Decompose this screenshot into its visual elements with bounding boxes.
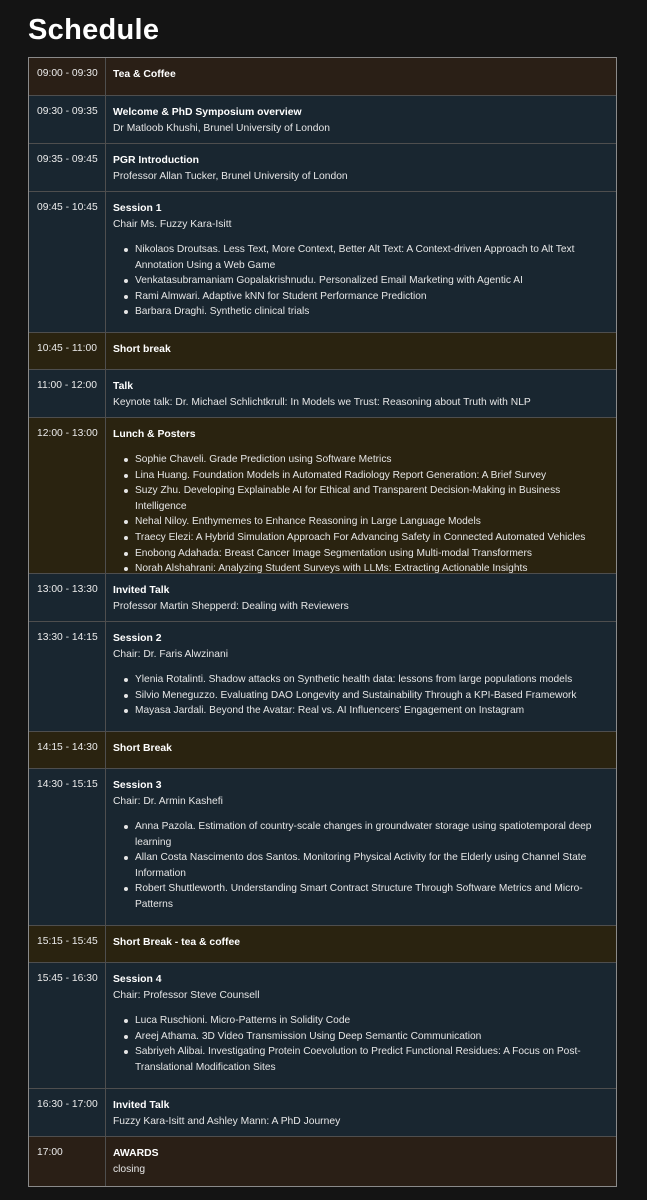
time-slot: 11:00 - 12:00 [29,370,106,417]
row-content [106,418,616,573]
event-title: Lunch & Posters [113,429,196,440]
schedule-row [29,621,616,731]
time-slot: 14:30 - 15:15 [29,769,106,925]
event-subtitle: Professor Martin Shepperd: Dealing with Reviewers [113,601,349,612]
row-content [106,963,616,1088]
talk-list [113,443,616,577]
list-item: Ylenia Rotalinti. Shadow attacks on Synthetic health data: lessons from large populations models [135,672,616,688]
time-slot: 14:15 - 14:30 [29,732,106,768]
event-title: Short break [113,344,171,355]
row-content [106,58,616,95]
list-item: Norah Alshahrani: Analyzing Student Surveys with LLMs: Extracting Actionable Insights [135,561,616,577]
talk-list [113,663,616,719]
event-title: Session 4 [113,974,162,985]
row-content [106,732,616,768]
list-item: Robert Shuttleworth. Understanding Smart Contract Structure Through Software Metrics and Micro-Patterns [135,881,616,912]
list-item: Lina Huang. Foundation Models in Automated Radiology Report Generation: A Brief Survey [135,468,616,484]
schedule-row [29,731,616,768]
list-item: Traecy Elezi: A Hybrid Simulation Approach For Advancing Safety in Connected Automated Vehicles [135,530,616,546]
schedule-row [29,95,616,143]
time-slot: 16:30 - 17:00 [29,1089,106,1136]
list-item: Sabriyeh Alibai. Investigating Protein Coevolution to Predict Functional Residues: A Focus on Post-Translational Modification Sites [135,1044,616,1075]
time-slot: 15:15 - 15:45 [29,926,106,962]
schedule-row [29,332,616,369]
event-title: AWARDS [113,1148,159,1159]
row-content [106,370,616,417]
list-item: Luca Ruschioni. Micro-Patterns in Solidity Code [135,1013,616,1029]
event-title: Short Break [113,743,172,754]
event-title: Short Break - tea & coffee [113,937,241,948]
time-slot: 13:30 - 14:15 [29,622,106,731]
row-content [106,926,616,962]
event-title: Welcome & PhD Symposium overview [113,107,302,118]
schedule-row [29,58,616,95]
event-title: Tea & Coffee [113,69,176,80]
time-slot: 12:00 - 13:00 [29,418,106,573]
list-item: Mayasa Jardali. Beyond the Avatar: Real vs. AI Influencers' Engagement on Instagram [135,703,616,719]
event-title: Session 2 [113,633,162,644]
list-item: Nehal Niloy. Enthymemes to Enhance Reasoning in Large Language Models [135,514,616,530]
row-content [106,1137,616,1186]
schedule-row [29,1136,616,1186]
time-slot: 09:00 - 09:30 [29,58,106,95]
schedule-table [28,57,617,1187]
list-item: Suzy Zhu. Developing Explainable AI for Ethical and Transparent Decision-Making in Business Intelligence [135,483,616,514]
list-item: Silvio Meneguzzo. Evaluating DAO Longevity and Sustainability Through a KPI-Based Framework [135,688,616,704]
row-content [106,192,616,332]
list-item: Enobong Adahada: Breast Cancer Image Segmentation using Multi-modal Transformers [135,546,616,562]
row-content [106,574,616,621]
schedule-row [29,768,616,925]
time-slot: 10:45 - 11:00 [29,333,106,369]
row-content [106,96,616,143]
list-item: Venkatasubramaniam Gopalakrishnudu. Personalized Email Marketing with Agentic AI [135,273,616,289]
time-slot: 17:00 [29,1137,106,1186]
schedule-row [29,1088,616,1136]
schedule-row [29,417,616,573]
list-item: Nikolaos Droutsas. Less Text, More Context, Better Alt Text: A Context-driven Approach to Alt Text Annotation Using a Web Game [135,242,616,273]
list-item: Allan Costa Nascimento dos Santos. Monitoring Physical Activity for the Elderly using Channel State Information [135,850,616,881]
list-item: Rami Almwari. Adaptive kNN for Student Performance Prediction [135,289,616,305]
event-subtitle: Professor Allan Tucker, Brunel University of London [113,171,348,182]
event-subtitle: Chair Ms. Fuzzy Kara-Isitt [113,219,232,230]
schedule-row [29,191,616,332]
schedule-row [29,573,616,621]
time-slot: 09:30 - 09:35 [29,96,106,143]
list-item: Sophie Chaveli. Grade Prediction using Software Metrics [135,452,616,468]
event-title: Session 3 [113,780,162,791]
time-slot: 09:45 - 10:45 [29,192,106,332]
time-slot: 15:45 - 16:30 [29,963,106,1088]
list-item: Anna Pazola. Estimation of country-scale changes in groundwater storage using spatiotemporal deep learning [135,819,616,850]
time-slot: 13:00 - 13:30 [29,574,106,621]
event-title: Invited Talk [113,585,170,596]
list-item: Barbara Draghi. Synthetic clinical trials [135,304,616,320]
row-content [106,769,616,925]
event-subtitle: Chair: Dr. Armin Kashefi [113,796,223,807]
event-subtitle: Keynote talk: Dr. Michael Schlichtkrull: In Models we Trust: Reasoning about Truth with NLP [113,397,531,408]
event-subtitle: Dr Matloob Khushi, Brunel University of London [113,123,330,134]
event-subtitle: Chair: Dr. Faris Alwzinani [113,649,229,660]
event-title: Session 1 [113,203,162,214]
row-content [106,1089,616,1136]
talk-list [113,810,616,913]
event-subtitle: Fuzzy Kara-Isitt and Ashley Mann: A PhD Journey [113,1116,341,1127]
event-title: Invited Talk [113,1100,170,1111]
row-content [106,333,616,369]
event-subtitle: Chair: Professor Steve Counsell [113,990,260,1001]
schedule-row [29,369,616,417]
event-title: PGR Introduction [113,155,200,166]
time-slot: 09:35 - 09:45 [29,144,106,191]
talk-list [113,1004,616,1075]
list-item: Areej Athama. 3D Video Transmission Using Deep Semantic Communication [135,1029,616,1045]
schedule-row [29,143,616,191]
talk-list [113,233,616,320]
event-title: Talk [113,381,134,392]
schedule-row [29,925,616,962]
schedule-row [29,962,616,1088]
row-content [106,622,616,731]
event-subtitle: closing [113,1164,146,1175]
row-content [106,144,616,191]
page-title: Schedule [28,14,160,46]
